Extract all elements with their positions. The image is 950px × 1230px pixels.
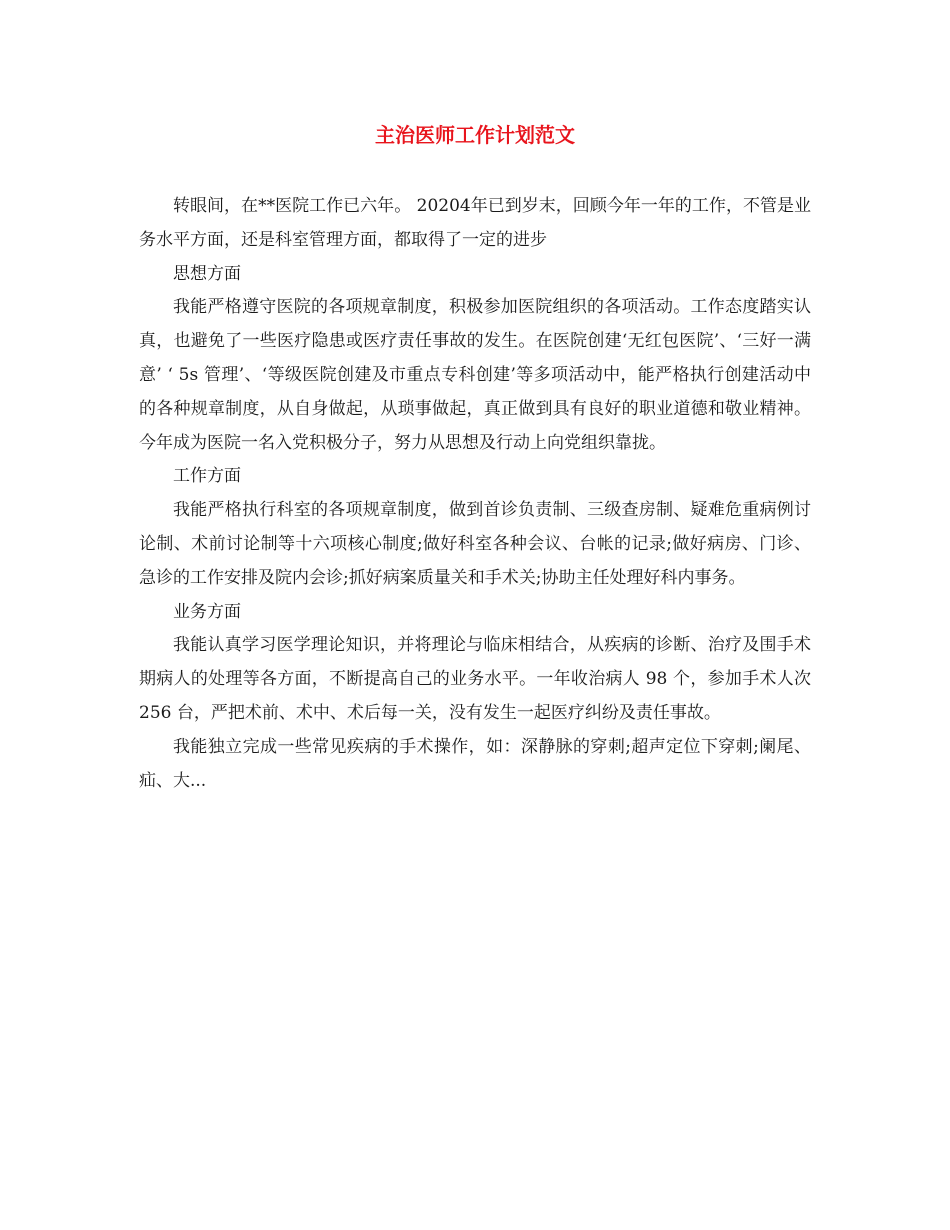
section-heading-thought: 思想方面 bbox=[173, 263, 241, 284]
document-body bbox=[139, 190, 811, 798]
paragraph-business: 我能认真学习医学理论知识，并将理论与临床相结合，从疾病的诊断、治疗及围手术期病人的处理等各方面，不断提高自己的业务水平。一年收治病人 98 个，参加手术人次 256 台，严把术前、术中、术后每一关，没有发生一起医疗纠纷及责任事故。 bbox=[139, 635, 811, 723]
document-title: 主治医师工作计划范文 bbox=[375, 123, 575, 147]
paragraph-work: 我能严格执行科室的各项规章制度，做到首诊负责制、三级查房制、疑难危重病例讨论制、术前讨论制等十六项核心制度;做好科室各种会议、台帐的记录;做好病房、门诊、急诊的工作安排及院内会诊;抓好病案质量关和手术关;协助主任处理好科内事务。 bbox=[139, 500, 811, 588]
paragraph-surgery: 我能独立完成一些常见疾病的手术操作，如：深静脉的穿刺;超声定位下穿刺;阑尾、疝、大... bbox=[139, 736, 811, 791]
paragraph-thought: 我能严格遵守医院的各项规章制度，积极参加医院组织的各项活动。工作态度踏实认真，也避免了一些医疗隐患或医疗责任事故的发生。在医院创建‘无红包医院’、‘三好一满意’ ‘ 5s 管理’、‘等级医院创建及市重点专科创建’等多项活动中，能严格执行创建活动中的各种规章制度，从自身做起，从琐事做起，真正做到具有良好的职业道德和敬业精神。今年成为医院一名入党积极分子，努力从思想及行动上向党组织靠拢。 bbox=[139, 297, 811, 453]
paragraph-intro: 转眼间，在**医院工作已六年。 20204年已到岁末，回顾今年一年的工作，不管是业务水平方面，还是科室管理方面，都取得了一定的进步 bbox=[139, 196, 811, 250]
section-heading-business: 业务方面 bbox=[173, 601, 241, 622]
section-heading-work: 工作方面 bbox=[173, 466, 241, 487]
